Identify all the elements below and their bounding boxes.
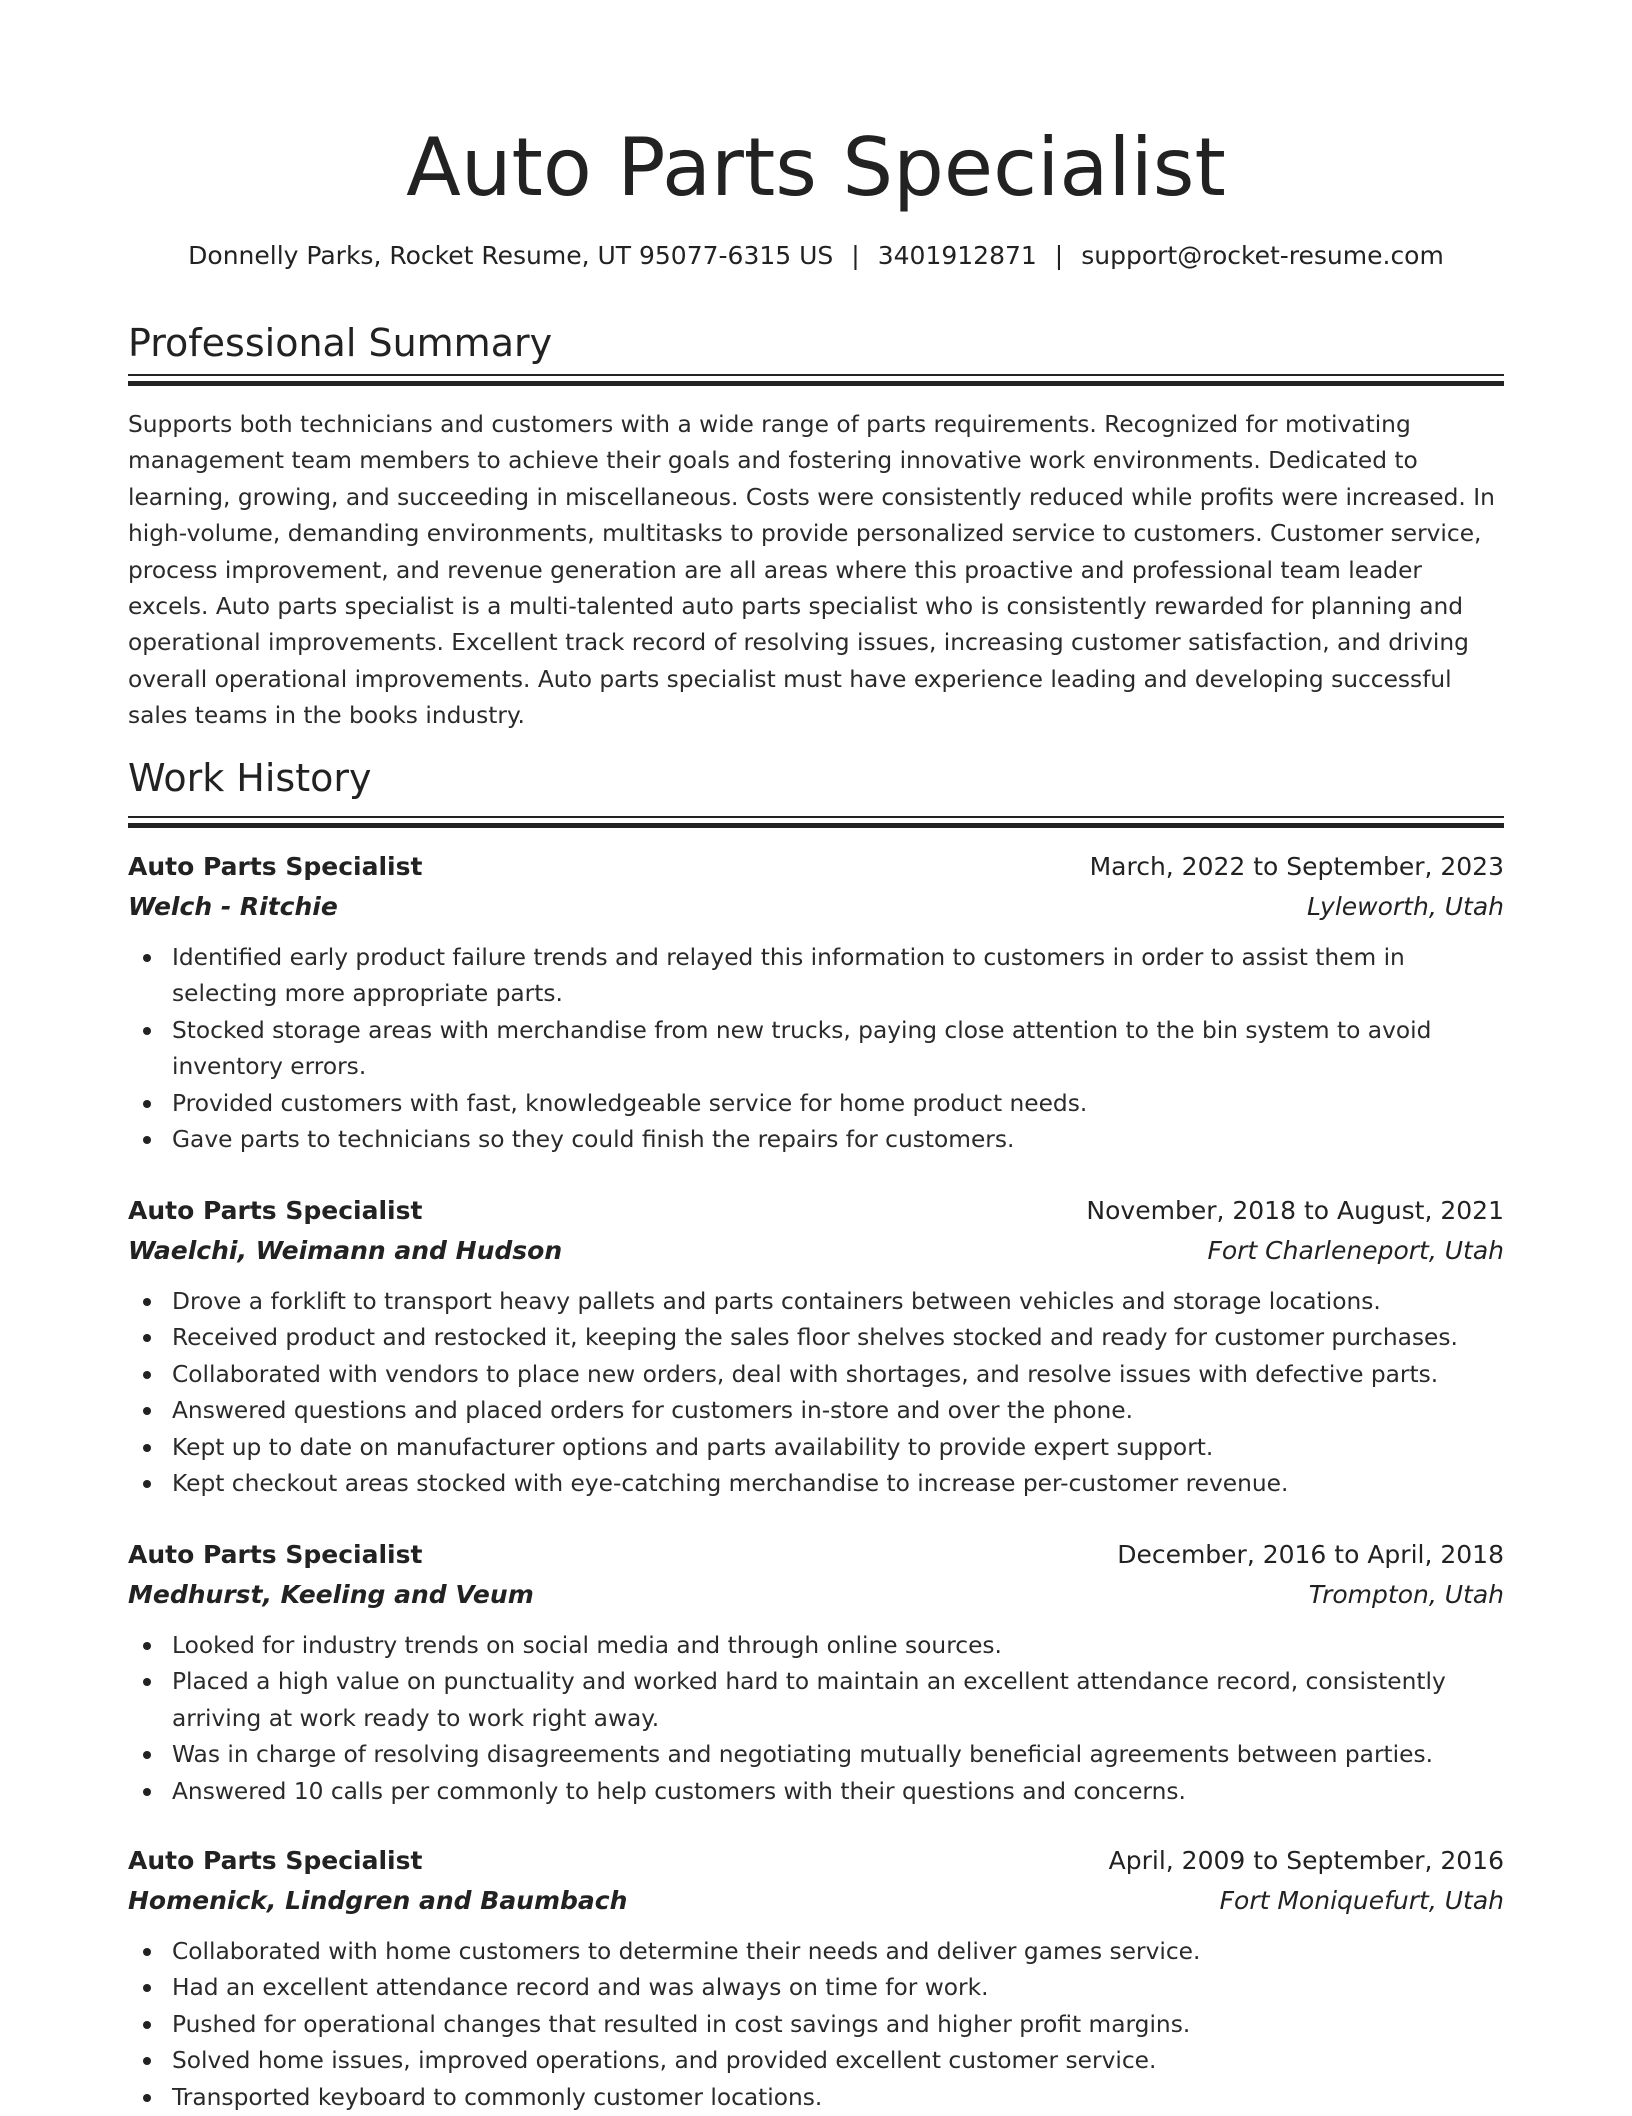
bullet-icon	[143, 1642, 151, 1650]
job-entry	[128, 1841, 1504, 2116]
bullet-icon	[143, 1678, 151, 1686]
job-bullet: Answered 10 calls per commonly to help customers with their questions and concerns.	[128, 1774, 1504, 1810]
job-bullets	[128, 940, 1504, 1158]
contact-line	[128, 238, 1504, 274]
bullet-icon	[143, 1788, 151, 1796]
job-location: Trompton, Utah	[1308, 1580, 1504, 1609]
job-bullet: Answered questions and placed orders for customers in-store and over the phone.	[128, 1393, 1504, 1429]
bullet-icon	[143, 1480, 151, 1488]
job-bullet: Stocked storage areas with merchandise from new trucks, paying close attention to the bin system to avoid inventory errors.	[128, 1013, 1504, 1086]
bullet-icon	[143, 2057, 151, 2065]
job-bullet: Received product and restocked it, keeping the sales floor shelves stocked and ready for customer purchases.	[128, 1320, 1504, 1356]
bullet-icon	[143, 2021, 151, 2029]
job-bullet: Gave parts to technicians so they could finish the repairs for customers.	[128, 1122, 1504, 1158]
bullet-icon	[143, 1298, 151, 1306]
contact-phone: 3401912871	[877, 241, 1037, 270]
bullet-icon	[143, 1027, 151, 1035]
job-bullet: Identified early product failure trends and relayed this information to customers in order to assist them in selecting more appropriate parts.	[128, 940, 1504, 1013]
job-dates: April, 2009 to September, 2016	[1108, 1846, 1504, 1875]
job-bullet: Collaborated with home customers to determine their needs and deliver games service.	[128, 1934, 1504, 1970]
bullet-icon	[143, 1334, 151, 1342]
bullet-icon	[143, 1371, 151, 1379]
section-divider	[128, 374, 1504, 386]
contact-separator: |	[1054, 241, 1064, 270]
bullet-icon	[143, 1100, 151, 1108]
job-bullet: Solved home issues, improved operations, and provided excellent customer service.	[128, 2043, 1504, 2079]
bullet-icon	[143, 1984, 151, 1992]
job-bullet: Kept checkout areas stocked with eye-catching merchandise to increase per-customer revenue.	[128, 1466, 1504, 1502]
job-bullet: Had an excellent attendance record and was always on time for work.	[128, 1970, 1504, 2006]
job-bullets	[128, 1628, 1504, 1810]
job-location: Lyleworth, Utah	[1307, 892, 1504, 921]
job-company: Waelchi, Weimann and Hudson	[128, 1236, 563, 1265]
job-entry	[128, 1535, 1504, 1810]
job-bullet: Was in charge of resolving disagreements and negotiating mutually beneficial agreements between parties.	[128, 1737, 1504, 1773]
resume-title: Auto Parts Specialist	[406, 121, 1226, 214]
contact-separator: |	[851, 241, 860, 270]
job-bullet: Collaborated with vendors to place new orders, deal with shortages, and resolve issues with defective parts.	[128, 1357, 1504, 1393]
job-title: Auto Parts Specialist	[128, 1196, 423, 1225]
job-dates: December, 2016 to April, 2018	[1117, 1540, 1504, 1569]
contact-email: support@rocket-resume.com	[1081, 241, 1444, 270]
job-dates: November, 2018 to August, 2021	[1086, 1196, 1504, 1225]
job-title: Auto Parts Specialist	[128, 852, 423, 881]
job-bullets	[128, 1284, 1504, 1502]
job-dates: March, 2022 to September, 2023	[1089, 852, 1504, 881]
bullet-icon	[143, 954, 151, 962]
section-divider	[128, 816, 1504, 828]
job-title: Auto Parts Specialist	[128, 1540, 423, 1569]
job-company: Medhurst, Keeling and Veum	[128, 1580, 534, 1609]
job-company: Homenick, Lindgren and Baumbach	[128, 1886, 628, 1915]
bullet-icon	[143, 1136, 151, 1144]
job-bullet: Transported keyboard to commonly customer locations.	[128, 2080, 1504, 2116]
section-heading-summary: Professional Summary	[128, 321, 553, 365]
bullet-icon	[143, 1407, 151, 1415]
job-bullet: Kept up to date on manufacturer options and parts availability to provide expert support.	[128, 1430, 1504, 1466]
contact-address: Donnelly Parks, Rocket Resume, UT 95077-6315 US	[188, 241, 834, 270]
job-location: Fort Moniquefurt, Utah	[1219, 1886, 1504, 1915]
job-bullet: Provided customers with fast, knowledgeable service for home product needs.	[128, 1086, 1504, 1122]
job-bullet: Looked for industry trends on social media and through online sources.	[128, 1628, 1504, 1664]
job-company: Welch - Ritchie	[128, 892, 338, 921]
job-bullet: Pushed for operational changes that resulted in cost savings and higher profit margins.	[128, 2007, 1504, 2043]
job-entry	[128, 847, 1504, 1158]
section-heading-work-history: Work History	[128, 756, 372, 800]
summary-text: Supports both technicians and customers with a wide range of parts requirements. Recognized for motivating management team members to achieve their goals and fostering innovative work environments. Dedicated to learning, growing, and succeeding in miscellaneous. Costs were consistently reduced while profits were increased. In high-volume, demanding environments, multitasks to provide personalized service to customers. Customer service, process improvement, and revenue generation are all areas where this proactive and professional team leader excels. Auto parts specialist is a multi-talented auto parts specialist who is consistently rewarded for planning and operational improvements. Excellent track record of resolving issues, increasing customer satisfaction, and driving overall operational improvements. Auto parts specialist must have experience leading and developing successful sales teams in the books industry.	[128, 411, 1495, 730]
job-location: Fort Charleneport, Utah	[1207, 1236, 1504, 1265]
bullet-icon	[143, 1948, 151, 1956]
job-entry	[128, 1191, 1504, 1502]
job-bullet: Drove a forklift to transport heavy pallets and parts containers between vehicles and storage locations.	[128, 1284, 1504, 1320]
bullet-icon	[143, 1751, 151, 1759]
job-title: Auto Parts Specialist	[128, 1846, 423, 1875]
job-bullets	[128, 1934, 1504, 2116]
bullet-icon	[143, 2094, 151, 2102]
bullet-icon	[143, 1444, 151, 1452]
job-bullet: Placed a high value on punctuality and worked hard to maintain an excellent attendance record, consistently arriving at work ready to work right away.	[128, 1664, 1504, 1737]
